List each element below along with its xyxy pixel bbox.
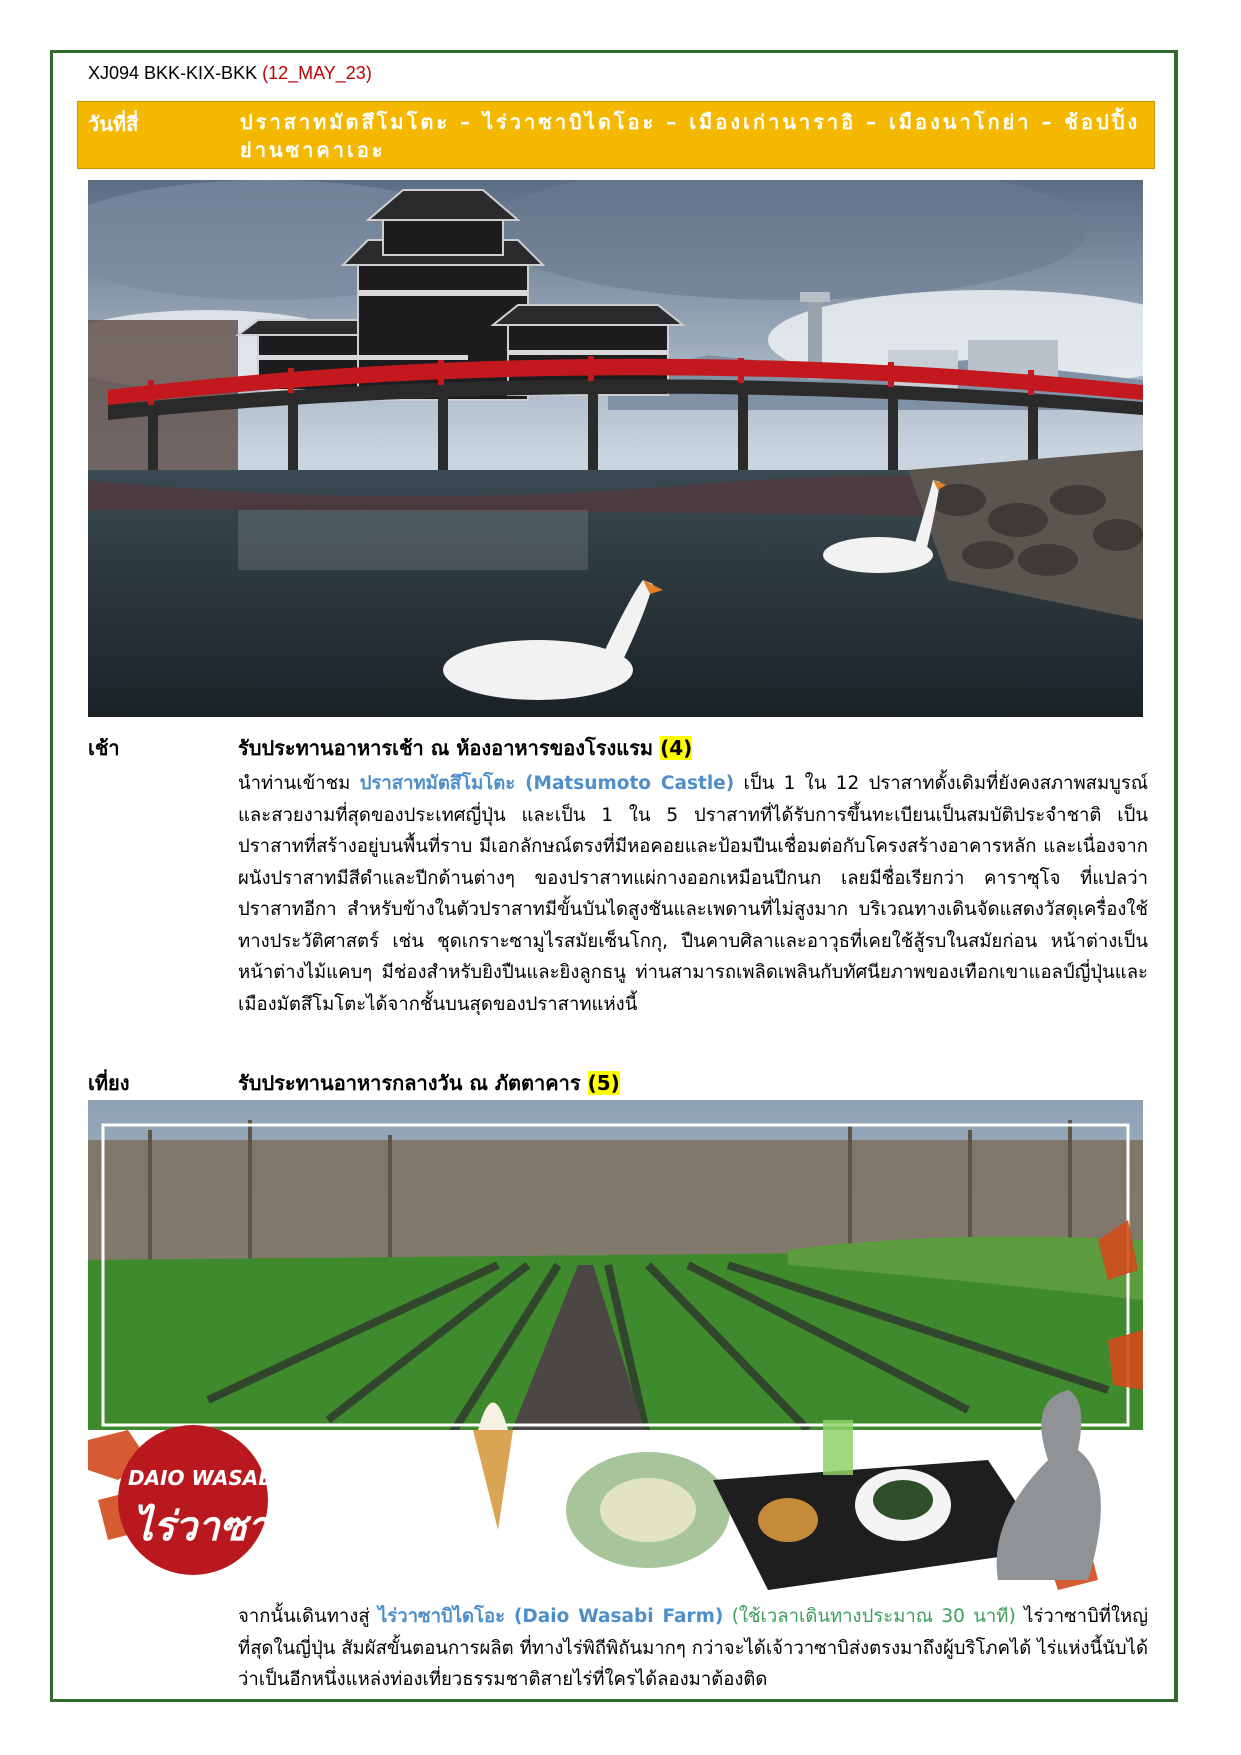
castle-highlight: ปราสาทมัตสึโมโตะ (Matsumoto Castle) [359,773,735,794]
lunch-ref: (5) [587,1071,620,1095]
castle-paragraph [238,768,1148,1020]
breakfast-text: รับประทานอาหารเช้า ณ ห้องอาหารของโรงแรม [238,736,654,760]
day-label: วันที่สี่ [88,112,139,136]
tour-code-line [88,63,372,84]
farm-paragraph [238,1601,1148,1696]
farm-logo-en: DAIO WASABI FARM [128,1466,350,1490]
breakfast-label: เช้า [88,736,120,760]
day-title: ปราสาทมัตสึโมโตะ – ไร่วาซาบิไดโอะ – เมืองเก่านาราอิ – เมืองนาโกย่า – ช้อปปิ้งย่านซาคาเอะ [240,110,1141,162]
farm-body: ไร่วาซาบิที่ใหญ่ที่สุดในญี่ปุ่น สัมผัสขั้นตอนการผลิต ที่ทางไร่พิถีพิถันมากๆ กว่าจะได้เจ้าวาซาบิส่งตรงมาถึงผู้บริโภคได้ ไร่แห่งนี้นับได้ว่าเป็นอีกหนึ่งแหล่งท่องเที่ยวธรรมชาติสายไร่ที่ใครได้ลองมาต้องติด [238,1606,1148,1690]
farm-duration: (ใช้เวลาเดินทางประมาณ 30 นาที) [731,1606,1016,1627]
wasabi-farm-photo [88,1100,1143,1590]
castle-lead: นำท่านเข้าชม [238,773,351,794]
date-code: (12_MAY_23) [262,63,372,83]
day-banner [77,101,1155,169]
lunch-label: เที่ยง [88,1071,130,1095]
castle-photo [88,180,1143,717]
breakfast-ref: (4) [660,736,693,760]
farm-highlight: ไร่วาซาบิไดโอะ (Daio Wasabi Farm) [378,1606,724,1627]
farm-logo-th: ไร่วาซาบิไดโอะ [133,1504,408,1550]
breakfast-text-wrap [238,732,692,764]
lunch-text: รับประทานอาหารกลางวัน ณ ภัตตาคาร [238,1071,581,1095]
castle-body: เป็น 1 ใน 12 ปราสาทดั้งเดิมที่ยังคงสภาพสมบูรณ์และสวยงามที่สุดของประเทศญี่ปุ่น และเป็น 1 ใน 5 ปราสาทที่ได้รับการขึ้นทะเบียนเป็นสมบัติประจำชาติ เป็นปราสาทที่สร้างอยู่บนพื้นที่ราบ มีเอกลักษณ์ตรงที่มีหอคอยและป้อมปืนเชื่อมต่อกับโครงสร้างอาคารหลัก และเนื่องจากผนังปราสาทมีสีดำและปีกด้านต่างๆ ของปราสาทแผ่กางออกเหมือนปีกนก เลยมีชื่อเรียกว่า คาราซุโจ ที่แปลว่า ปราสาทอีกา สำหรับข้างในตัวปราสาทมีขั้นบันไดสูงชันและเพดานที่ไม่สูงมาก บริเวณทางเดินจัดแสดงวัสดุเครื่องใช้ทางประวัติศาสตร์ เช่น ชุดเกราะซามูไรสมัยเซ็นโกกุ, ปืนคาบศิลาและอาวุธที่เคยใช้สู้รบในสมัยก่อน หน้าต่างเป็นหน้าต่างไม้แคบๆ มีช่องสำหรับยิงปืนและยิงลูกธนู ท่านสามารถเพลิดเพลินกับทัศนียภาพของเทือกเขาแอลป์ญี่ปุ่นและเมืองมัตสึโมโตะได้จากชั้นบนสุดของปราสาทแห่งนี้ [238,773,1148,1015]
tour-code: XJ094 BKK-KIX-BKK [88,63,258,83]
farm-lead: จากนั้นเดินทางสู่ [238,1606,370,1627]
lunch-text-wrap [238,1067,620,1099]
